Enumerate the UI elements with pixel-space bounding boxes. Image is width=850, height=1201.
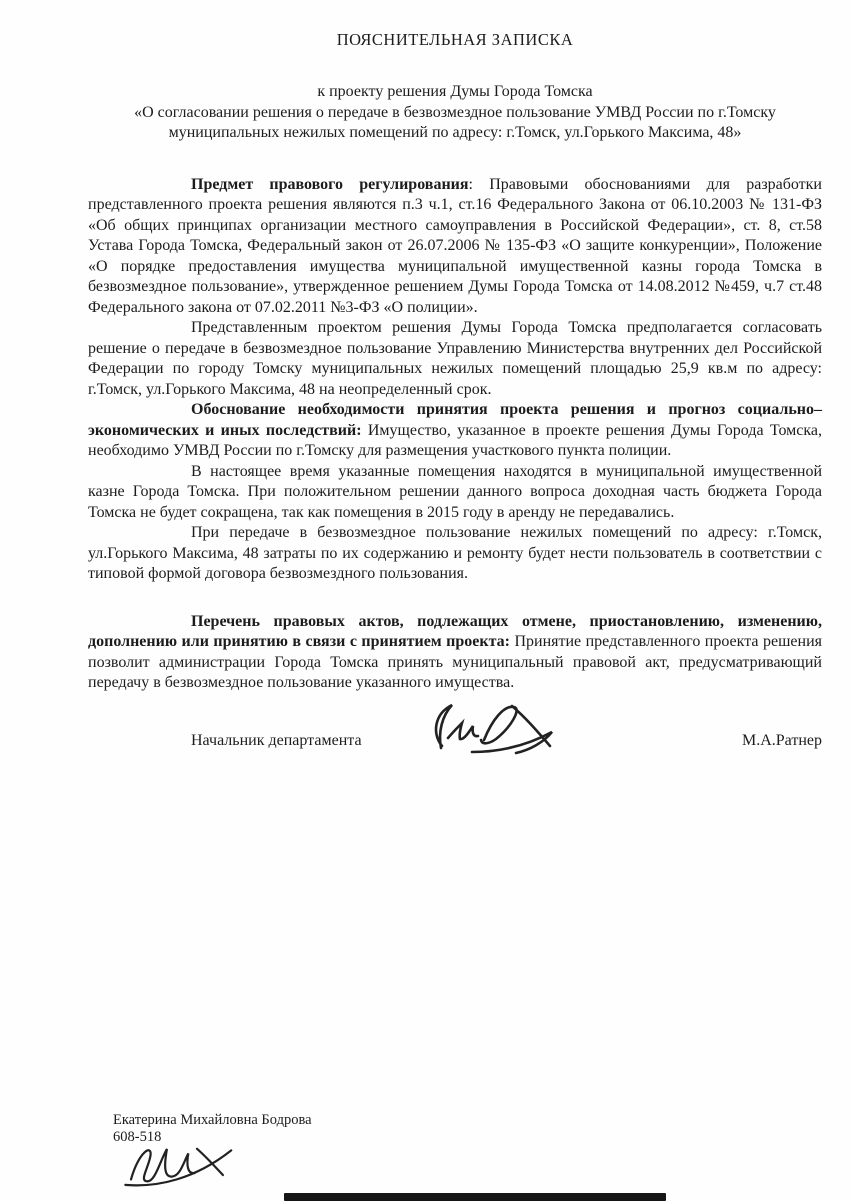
document-title: ПОЯСНИТЕЛЬНАЯ ЗАПИСКА	[336, 30, 574, 49]
subtitle-quote: «О согласовании решения о передаче в безвозмездное пользование УМВД России по г.Томску муниципальных нежилых помещений по адресу: г.Томск, ул.Горького Максима, 48»	[134, 103, 776, 141]
document-body	[88, 175, 822, 694]
paragraph-proposal	[88, 318, 822, 400]
paragraph-acts-list	[88, 612, 822, 694]
executor-signature-image	[118, 1134, 241, 1193]
paragraph-legal-basis	[88, 175, 822, 319]
paragraph-text: В настоящее время указанные помещения находятся в муниципальной имущественной казне Города Томска. При положительном решении данного вопроса доходная часть бюджета Города Томска не будет сокращена, так как помещения в 2015 году в аренду не передавались.	[88, 462, 822, 521]
subtitle-line: к проекту решения Думы Города Томска	[317, 83, 593, 100]
paragraph-text: Представленным проектом решения Думы Города Томска предполагается согласовать решение о передаче в безвозмездное пользование Управлению Министерства внутренних дел Российской Федерации по городу Томску муниципальных нежилых помещений площадью 25,9 кв.м по адресу: г.Томск, ул.Горького Максима, 48 на неопределенный срок.	[88, 319, 822, 398]
paragraph-current-state	[88, 462, 822, 524]
document-subtitle	[88, 82, 822, 144]
paragraph-transfer-costs	[88, 523, 822, 585]
paragraph-justification	[88, 400, 822, 462]
signature-block	[88, 712, 822, 770]
executor-phone: 608-518	[113, 1129, 162, 1145]
signature-name: М.А.Ратнер	[741, 731, 822, 749]
paragraph-lead: Перечень правовых актов, подлежащих отмене, приостановлению, изменению, дополнению или принятию в связи с принятием проекта:	[88, 612, 822, 650]
signature-image	[426, 698, 566, 767]
executor-name: Екатерина Михайловна Бодрова	[113, 1112, 312, 1128]
signature-position: Начальник департамента	[191, 731, 362, 749]
paragraph-lead: Предмет правового регулирования	[191, 175, 469, 193]
scan-artifact-bar	[284, 1193, 666, 1201]
paragraph-text: При передаче в безвозмездное пользование нежилых помещений по адресу: г.Томск, ул.Горького Максима, 48 затраты по их содержанию и ремонту будет нести пользователь в соответствии с типовой формой договора безвозмездного пользования.	[88, 524, 822, 582]
paragraph-text: Принятие представленного проекта решения позволит администрации Города Томска принять муниципальный правовой акт, предусматривающий передачу в безвозмездное пользование указанного имущества.	[88, 633, 822, 691]
paragraph-text: : Правовыми обоснованиями для разработки представленного проекта решения являются п.3 ч.1, ст.16 Федерального Закона от 06.10.2003 № 131-ФЗ «Об общих принципах организации местного самоуправления в Российской Федерации», ст. 8, ст.58 Устава Города Томска, Федеральный закон от 26.07.2006 № 135-ФЗ «О защите конкуренции», Положение «О порядке предоставления имущества муниципальной имущественной казны города Томска в безвозмездное пользование», утвержденное решением Думы Города Томска от 14.08.2012 №459, ч.7 ст.48 Федерального закона от 07.02.2011 №3-ФЗ «О полиции».	[88, 175, 822, 316]
paragraph-lead: Обоснование необходимости принятия проекта решения и прогноз социально–экономических и иных последствий:	[88, 401, 822, 439]
paragraph-text: Имущество, указанное в проекте решения Думы Города Томска, необходимо УМВД России по г.Томску для размещения участкового пункта полиции.	[88, 421, 823, 459]
